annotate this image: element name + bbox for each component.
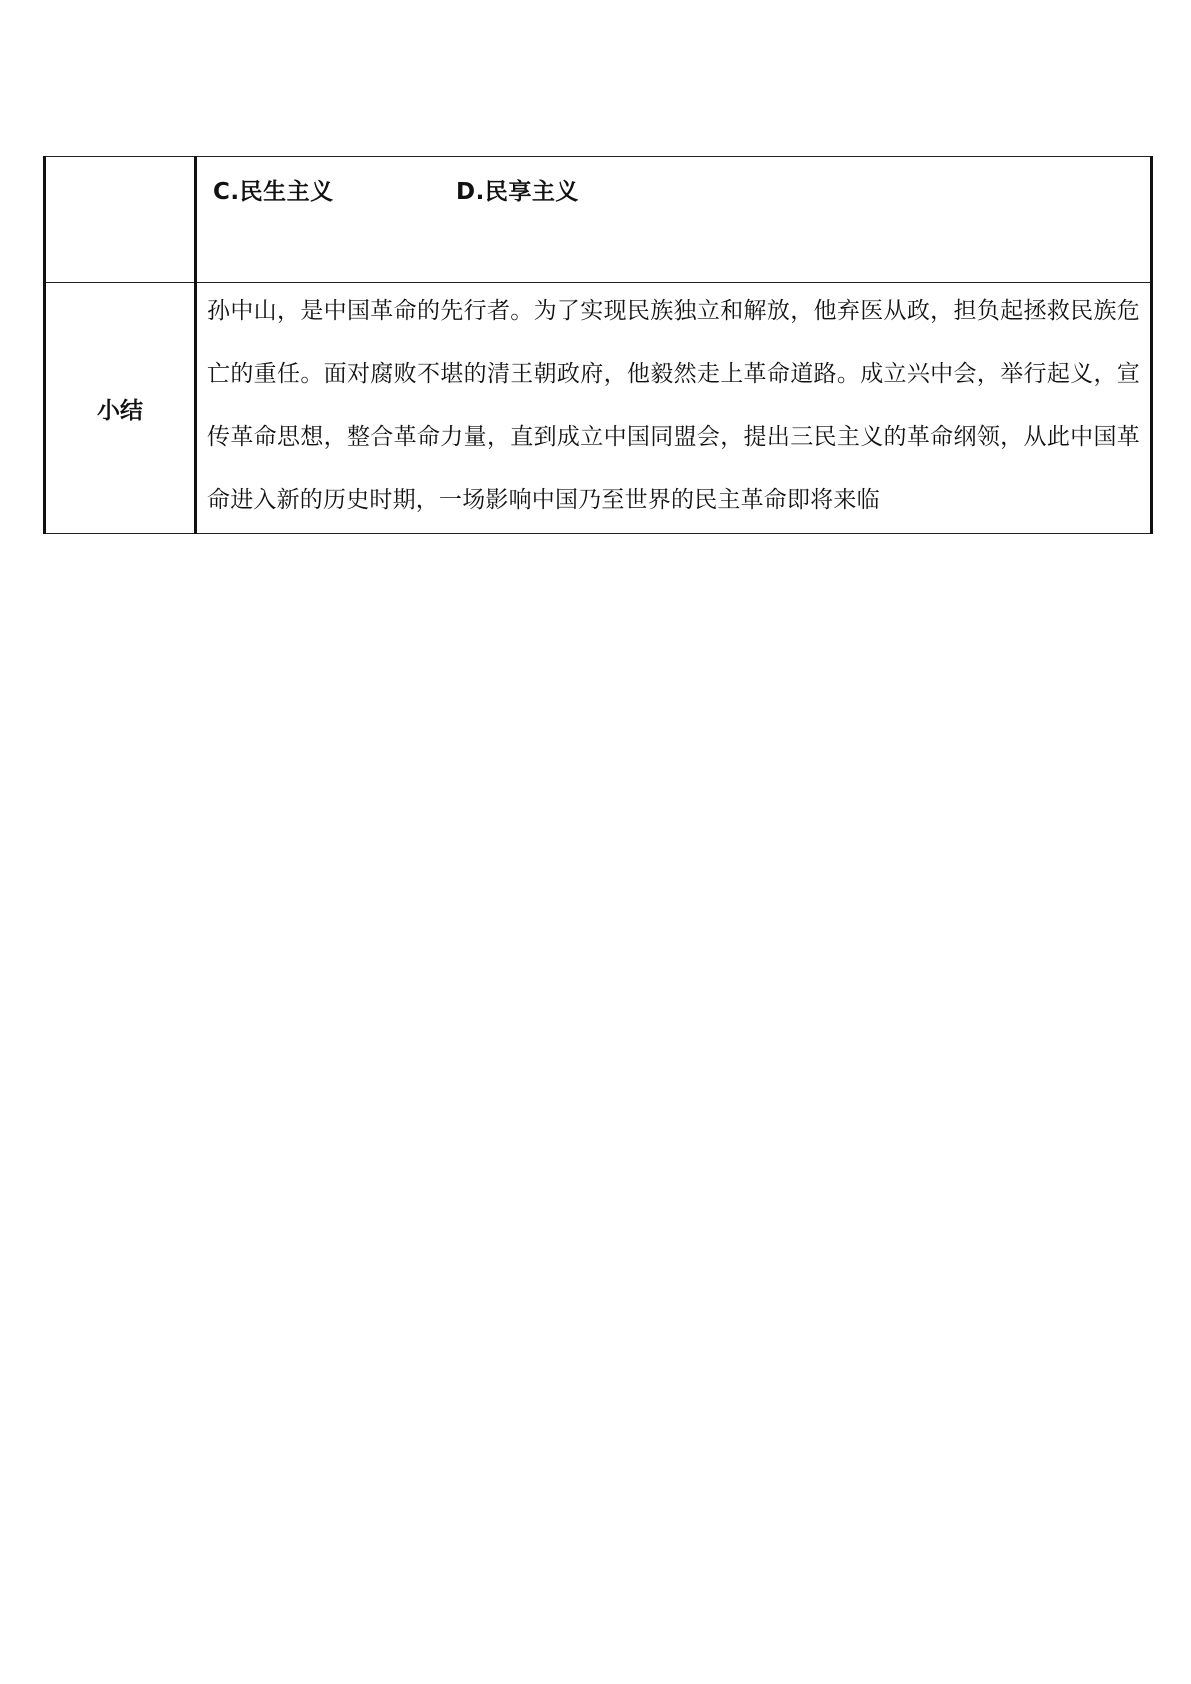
- summary-cell: [196, 283, 1152, 534]
- summary-label: 小结: [97, 397, 143, 424]
- options-row-label-cell: [45, 157, 196, 283]
- summary-text: 孙中山，是中国革命的先行者。为了实现民族独立和解放，他弃医从政，担负起拯救民族危亡的重任。面对腐败不堪的清王朝政府，他毅然走上革命道路。成立兴中会，举行起义，宣传革命思想，整合革命力量，直到成立中国同盟会，提出三民主义的革命纲领，从此中国革命进入新的历史时期，一场影响中国乃至世界的民主革命即将来临: [207, 298, 1140, 513]
- options-cell: [196, 157, 1152, 283]
- options-row: [45, 157, 1152, 283]
- summary-label-cell: [45, 283, 196, 534]
- lesson-table: [43, 156, 1153, 534]
- summary-row: [45, 283, 1152, 534]
- answer-options: [197, 157, 1150, 206]
- option-c: C.民生主义: [213, 179, 334, 205]
- option-d: D.民享主义: [456, 179, 579, 205]
